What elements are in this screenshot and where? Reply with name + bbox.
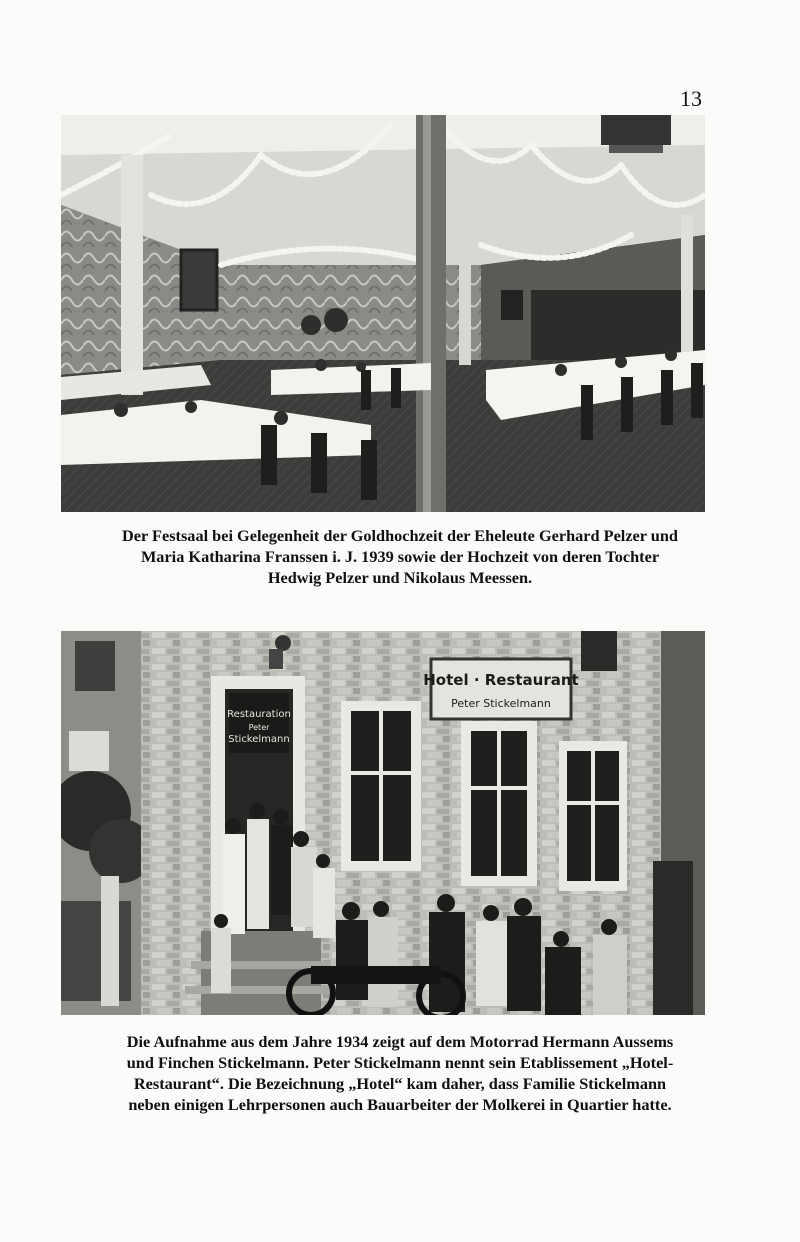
hotel-sign-text: Hotel · Restaurant [423,671,579,689]
caption-line: Die Aufnahme aus dem Jahre 1934 zeigt auf dem Motorrad Hermann Aussems [126,1032,674,1051]
door-sign-line2: Peter [248,723,270,732]
photo-banquet-hall [61,115,705,512]
page-number: 13 [680,86,702,111]
caption-line: und Finchen Stickelmann. Peter Stickelmann nennt sein Etablissement „Hotel- [126,1053,674,1072]
caption-line: Der Festsaal bei Gelegenheit der Goldhochzeit der Eheleute Gerhard Pelzer und [122,526,678,545]
door-sign-line3: Stickelmann [228,734,290,745]
hotel-sign-subtext: Peter Stickelmann [451,697,551,710]
caption-line: Hedwig Pelzer und Nikolaus Meessen. [267,568,533,587]
caption-line: Restaurant“. Die Bezeichnung „Hotel“ kam daher, dass Familie Stickelmann [133,1074,667,1093]
caption-line: Maria Katharina Franssen i. J. 1939 sowie der Hochzeit von deren Tochter [140,547,660,566]
hotel-facade-illustration [61,631,705,1015]
caption-banquet-hall [40,525,760,588]
door-sign-line1: Restauration [227,709,291,720]
photo-hotel-facade [61,631,705,1015]
caption-hotel-facade [40,1031,760,1115]
caption-line: neben einigen Lehrpersonen auch Bauarbeiter der Molkerei in Quartier hatte. [128,1095,672,1114]
banquet-hall-illustration [61,115,705,512]
